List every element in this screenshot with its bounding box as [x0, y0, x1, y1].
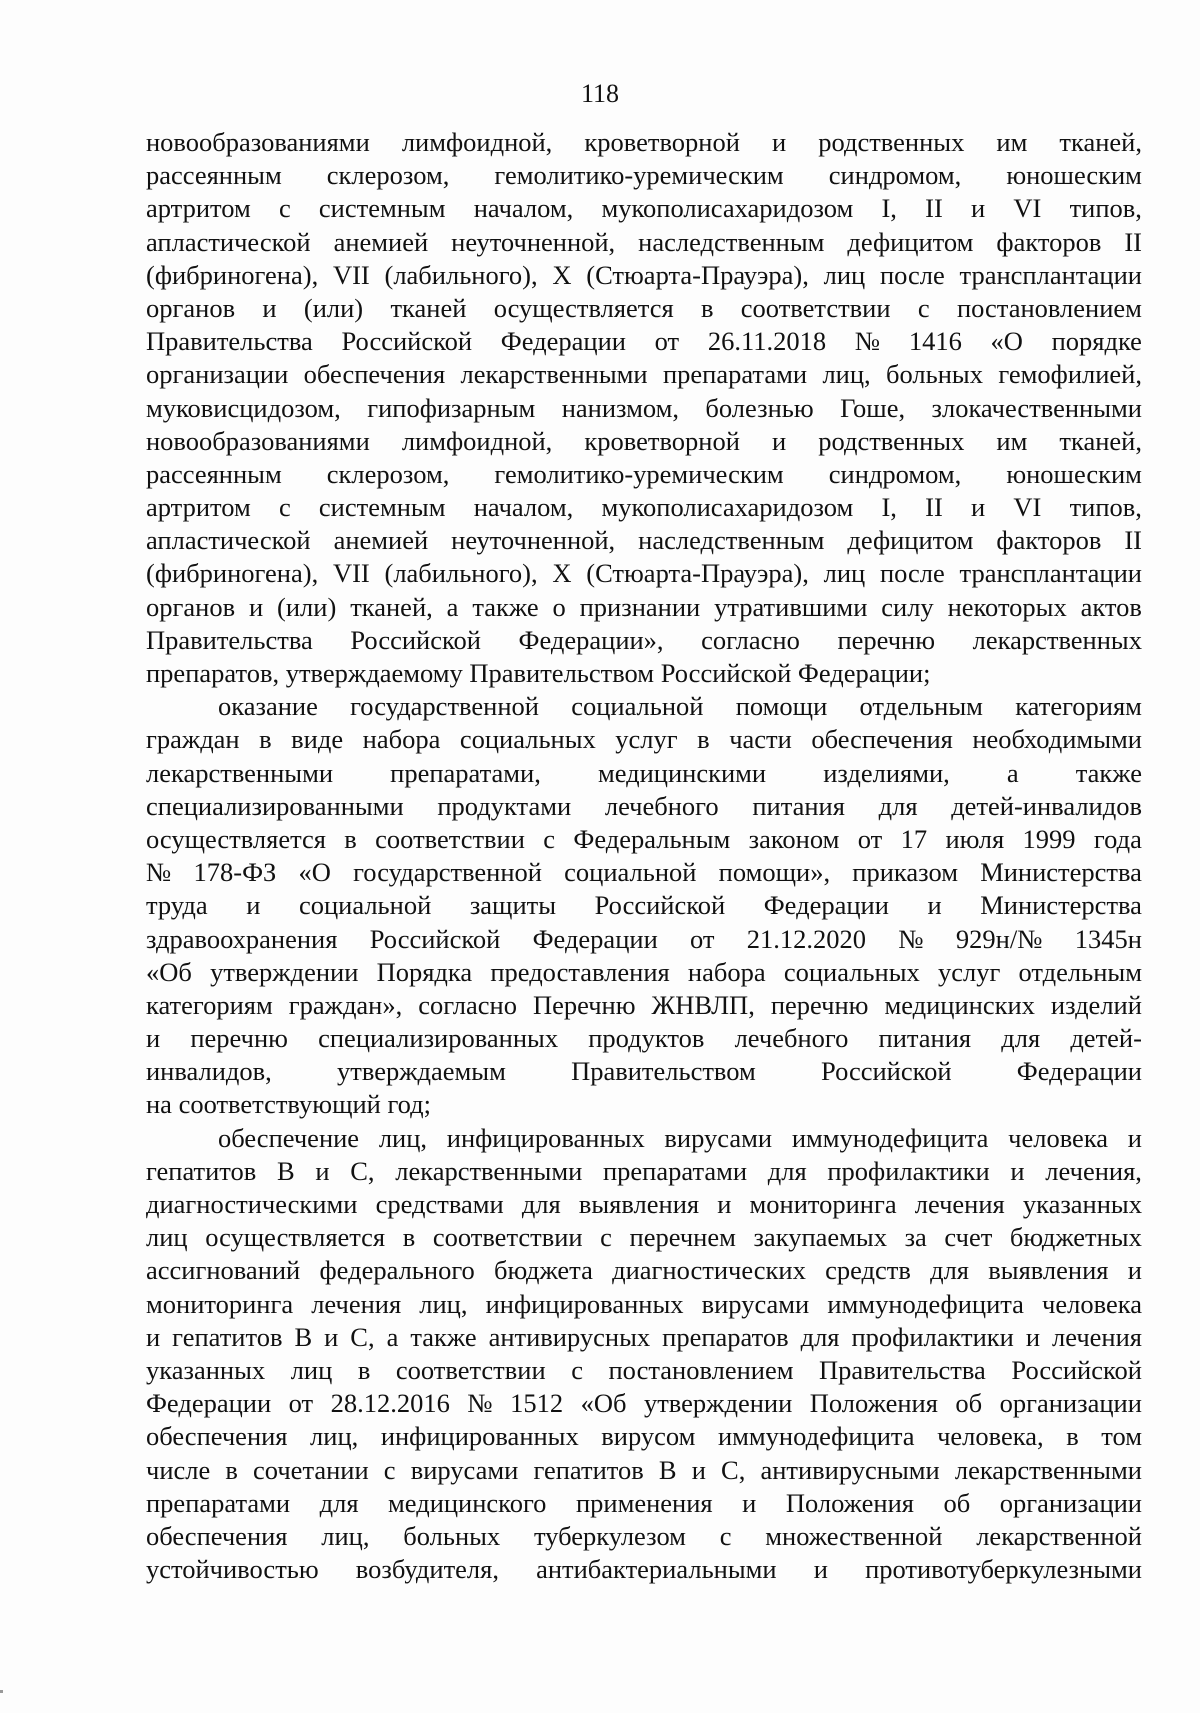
text-line: препаратов, утверждаемому Правительством Российской Федерации;	[146, 658, 931, 688]
text-line: апластической анемией неуточненной, наследственным дефицитом факторов II	[146, 226, 1142, 257]
text-line: инвалидов, утверждаемым Правительством Российской Федерации	[146, 1056, 1142, 1087]
text-line: № 178-ФЗ «О государственной социальной помощи», приказом Министерства	[146, 857, 1142, 888]
text-line: граждан в виде набора социальных услуг в части обеспечения необходимыми	[146, 724, 1142, 755]
text-line: муковисцидозом, гипофизарным нанизмом, болезнью Гоше, злокачественными	[146, 392, 1142, 423]
text-line: препаратами для медицинского применения и Положения об организации	[146, 1487, 1142, 1518]
text-line: (фибриногена), VII (лабильного), X (Стюарта-Прауэра), лиц после трансплантации	[146, 259, 1142, 290]
text-line: гепатитов В и С, лекарственными препаратами для профилактики и лечения,	[146, 1155, 1142, 1186]
text-line: лекарственными препаратами, медицинскими изделиями, а также	[146, 757, 1142, 788]
text-line: артритом с системным началом, мукополисахаридозом I, II и VI типов,	[146, 492, 1142, 523]
text-line: (фибриногена), VII (лабильного), X (Стюарта-Прауэра), лиц после трансплантации	[146, 558, 1142, 589]
text-line: артритом с системным началом, мукополисахаридозом I, II и VI типов,	[146, 193, 1142, 224]
text-line: лиц осуществляется в соответствии с перечнем закупаемых за счет бюджетных	[146, 1222, 1142, 1253]
text-line: и перечню специализированных продуктов лечебного питания для детей-	[146, 1023, 1142, 1054]
scan-mark	[0, 1690, 3, 1693]
text-line: диагностическими средствами для выявления и мониторинга лечения указанных	[146, 1189, 1142, 1219]
text-line: ассигнований федерального бюджета диагностических средств для выявления и	[146, 1255, 1142, 1286]
text-line: новообразованиями лимфоидной, кроветворной и родственных им тканей,	[146, 425, 1142, 456]
text-line: труда и социальной защиты Российской Федерации и Министерства	[146, 890, 1142, 921]
text-line: обеспечения лиц, инфицированных вирусом иммунодефицита человека, в том	[146, 1421, 1142, 1452]
text-line: мониторинга лечения лиц, инфицированных вирусами иммунодефицита человека	[146, 1288, 1142, 1319]
text-line: органов и (или) тканей, а также о признании утратившими силу некоторых актов	[146, 591, 1142, 622]
text-line: организации обеспечения лекарственными препаратами лиц, больных гемофилией,	[146, 359, 1142, 390]
text-line: указанных лиц в соответствии с постановлением Правительства Российской	[146, 1354, 1142, 1385]
text-line: Правительства Российской Федерации от 26.11.2018 № 1416 «О порядке	[146, 326, 1142, 357]
text-line: апластической анемией неуточненной, наследственным дефицитом факторов II	[146, 525, 1142, 556]
text-line: устойчивостью возбудителя, антибактериальными и противотуберкулезными	[146, 1554, 1142, 1585]
text-line: здравоохранения Российской Федерации от 21.12.2020 № 929н/№ 1345н	[146, 923, 1142, 954]
text-line: новообразованиями лимфоидной, кроветворной и родственных им тканей,	[146, 127, 1142, 157]
text-line: обеспечения лиц, больных туберкулезом с множественной лекарственной	[146, 1520, 1142, 1551]
text-line: категориям граждан», согласно Перечню ЖНВЛП, перечню медицинских изделий	[146, 989, 1142, 1020]
text-line: рассеянным склерозом, гемолитико-уремическим синдромом, юношеским	[146, 160, 1142, 191]
text-line: и гепатитов В и С, а также антивирусных препаратов для профилактики и лечения	[146, 1321, 1142, 1352]
text-line: на соответствующий год;	[146, 1089, 432, 1120]
text-line: Федерации от 28.12.2016 № 1512 «Об утверждении Положения об организации	[146, 1388, 1142, 1419]
document-body	[146, 126, 1142, 1586]
text-line: Правительства Российской Федерации», согласно перечню лекарственных	[146, 624, 1142, 655]
page-number: 118	[580, 79, 620, 108]
text-line: оказание государственной социальной помощи отдельным категориям	[218, 691, 1142, 722]
text-line: рассеянным склерозом, гемолитико-уремическим синдромом, юношеским	[146, 458, 1142, 489]
text-line: осуществляется в соответствии с Федеральным законом от 17 июля 1999 года	[146, 823, 1142, 854]
text-line: обеспечение лиц, инфицированных вирусами иммунодефицита человека и	[218, 1122, 1142, 1153]
text-line: числе в сочетании с вирусами гепатитов В и С, антивирусными лекарственными	[146, 1454, 1142, 1485]
text-line: органов и (или) тканей осуществляется в соответствии с постановлением	[146, 292, 1142, 323]
text-line: специализированными продуктами лечебного питания для детей-инвалидов	[146, 790, 1142, 821]
text-line: «Об утверждении Порядка предоставления набора социальных услуг отдельным	[146, 956, 1142, 987]
